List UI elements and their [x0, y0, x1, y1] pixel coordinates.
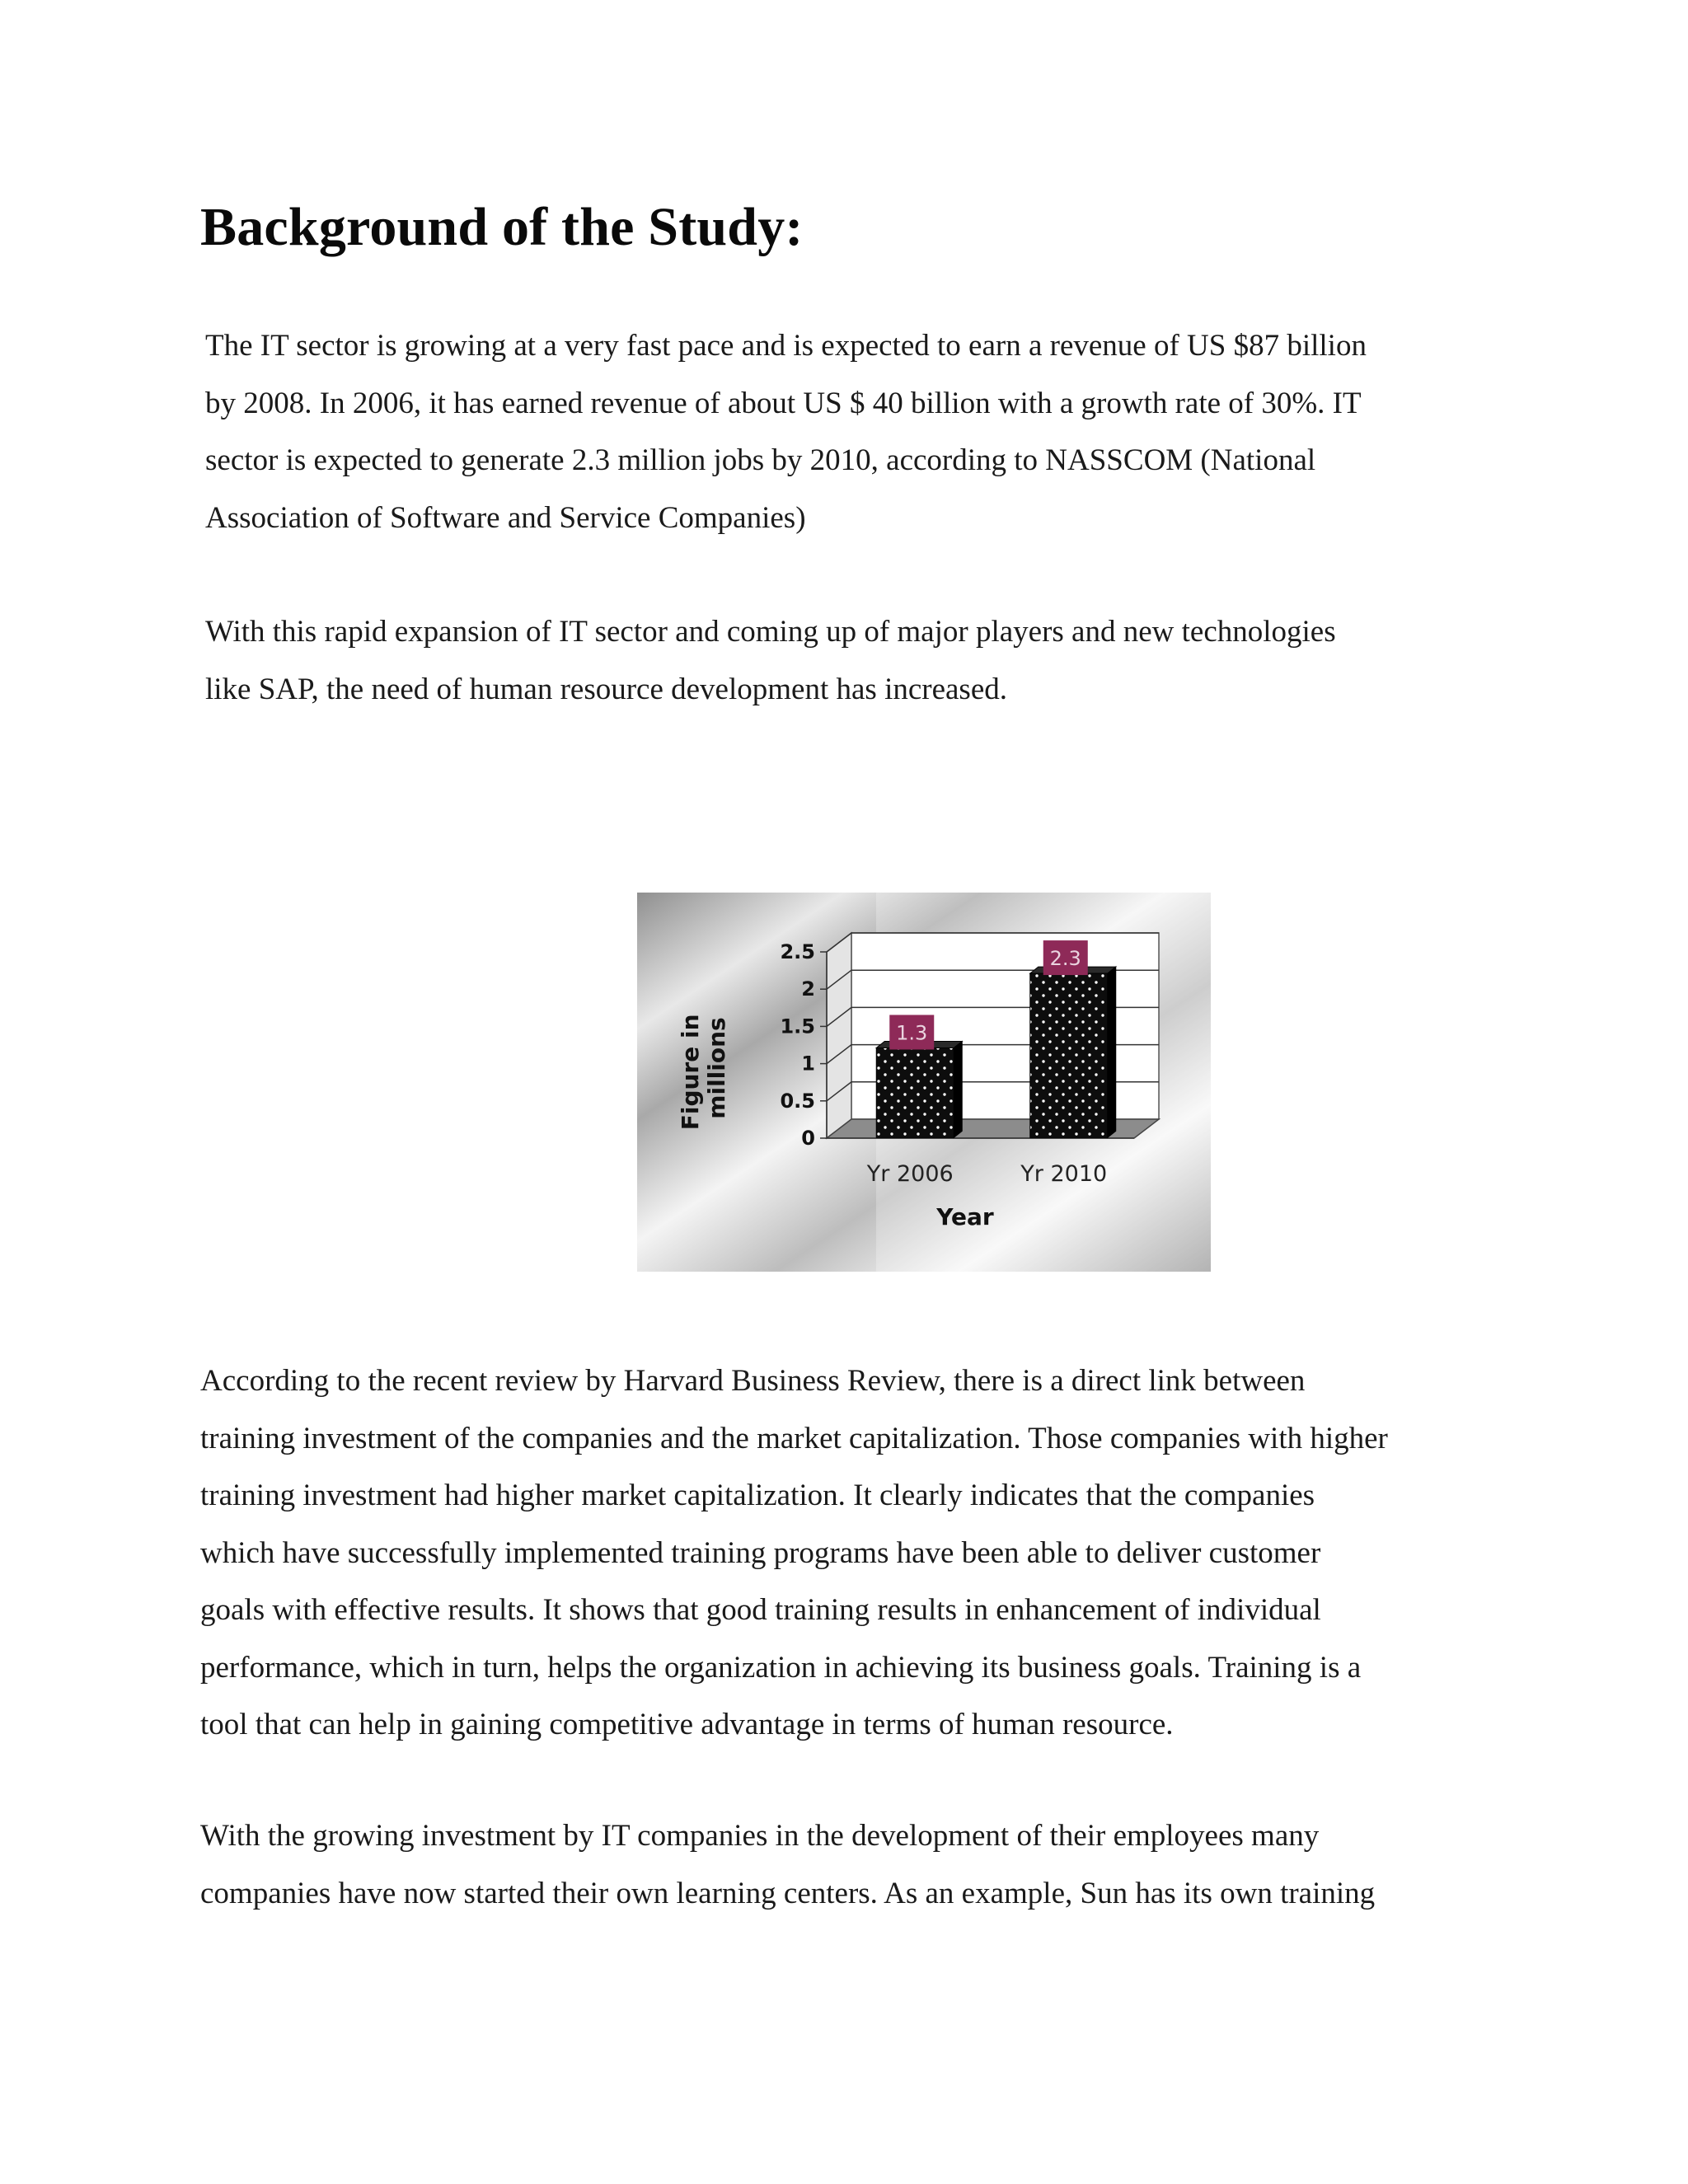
text-line: With the growing investment by IT companies in the development of their employees many [200, 1819, 1320, 1853]
bar-side [1108, 967, 1116, 1137]
text-line: With this rapid expansion of IT sector and coming up of major players and new technologies [205, 615, 1336, 649]
text-line: According to the recent review by Harvard Business Review, there is a direct link between [200, 1364, 1306, 1398]
bar-yr-2010 [1030, 973, 1108, 1137]
paragraph-training-investment [200, 1352, 1503, 1754]
text-line: tool that can help in gaining competitive advantage in terms of human resource. [200, 1708, 1174, 1741]
chart-canvas [637, 893, 1211, 1272]
text-line: like SAP, the need of human resource development has increased. [205, 672, 1008, 706]
text-line: training investment had higher market capitalization. It clearly indicates that the companies [200, 1479, 1315, 1512]
y-axis-title [677, 1006, 730, 1131]
page-title: Background of the Study: [200, 197, 804, 257]
text-line: Association of Software and Service Companies) [205, 500, 806, 535]
bar-side [954, 1041, 962, 1137]
x-tick-label: Yr 2006 [866, 1161, 954, 1187]
y-tick-label: 0.5 [780, 1089, 815, 1113]
data-label: 2.3 [1049, 947, 1081, 971]
text-line: by 2008. In 2006, it has earned revenue of about US $ 40 billion with a growth rate of 30%. IT [205, 386, 1362, 420]
x-tick-label: Yr 2010 [1020, 1161, 1108, 1187]
paragraph-hr-development-need [205, 603, 1507, 718]
text-line: which have successfully implemented training programs have been able to deliver customer [200, 1535, 1321, 1570]
data-label: 1.3 [896, 1021, 928, 1045]
y-axis-title-line: millions [703, 1017, 730, 1119]
text-line: The IT sector is growing at a very fast pace and is expected to earn a revenue of US $87 billion [205, 329, 1367, 363]
jobs-bar-chart [637, 893, 1211, 1272]
y-tick-label: 0 [801, 1127, 815, 1150]
x-axis-title: Year [936, 1203, 994, 1230]
paragraph-learning-centers [200, 1807, 1503, 1922]
y-tick-label: 2.5 [780, 940, 815, 963]
y-tick-label: 1.5 [780, 1015, 815, 1038]
bar-yr-2006 [876, 1047, 954, 1137]
text-line: goals with effective results. It shows that good training results in enhancement of individual [200, 1593, 1321, 1627]
y-tick-label: 1 [801, 1052, 815, 1076]
text-line: performance, which in turn, helps the organization in achieving its business goals. Training is a [200, 1650, 1362, 1685]
y-axis-title-line: Figure in [677, 1014, 704, 1131]
chart-side-wall [827, 933, 851, 1138]
y-tick-label: 2 [801, 977, 815, 1001]
text-line: training investment of the companies and the market capitalization. Those companies with higher [200, 1421, 1388, 1455]
text-line: companies have now started their own learning centers. As an example, Sun has its own training [200, 1876, 1376, 1910]
text-line: sector is expected to generate 2.3 million jobs by 2010, according to NASSCOM (National [205, 443, 1316, 477]
paragraph-it-sector-growth [205, 317, 1507, 546]
